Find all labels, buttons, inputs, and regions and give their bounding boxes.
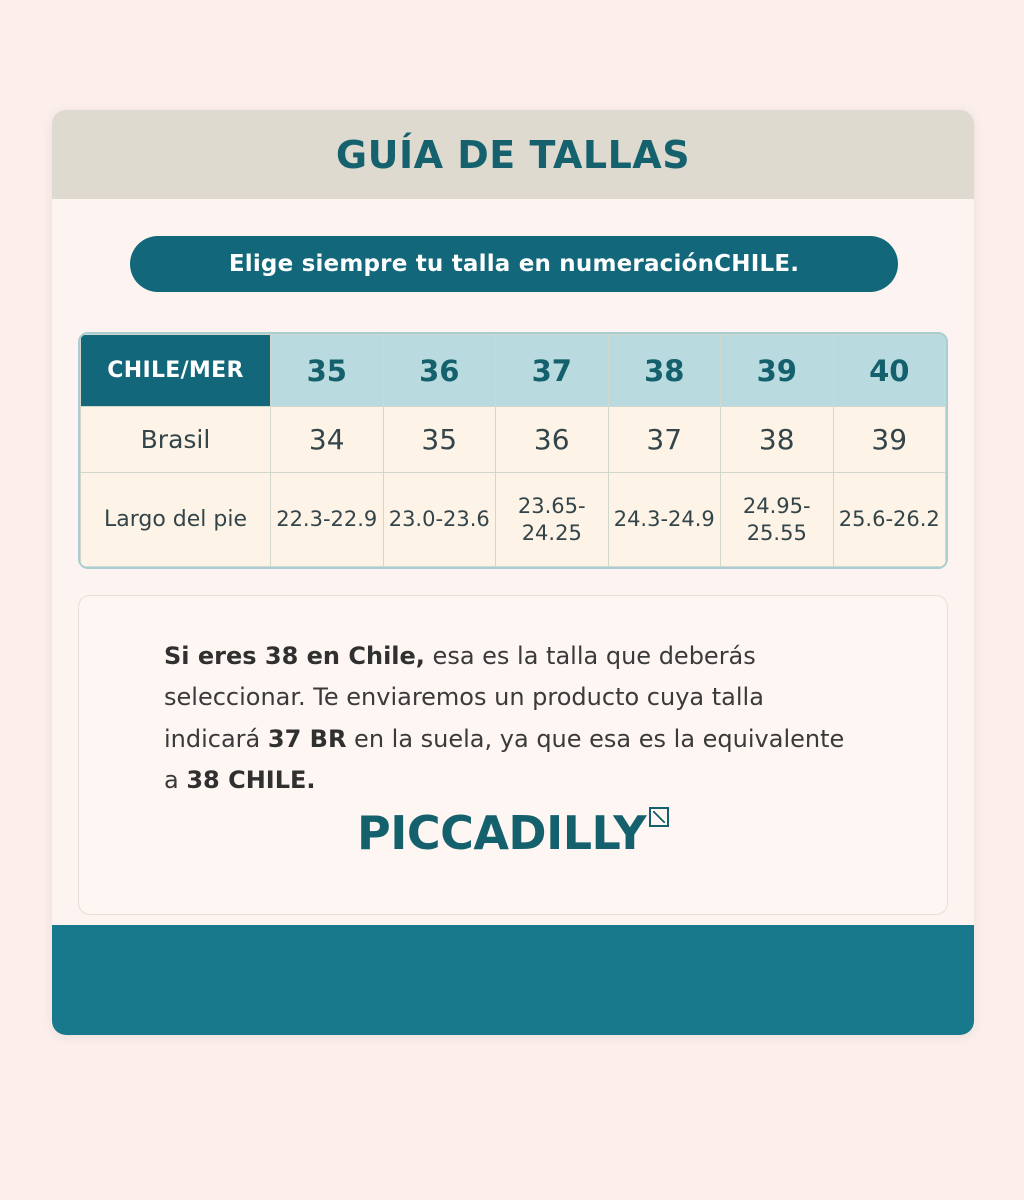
cell-largo-5: 25.6-26.2 bbox=[833, 473, 946, 567]
card-header bbox=[52, 110, 974, 199]
row-label-chile: CHILE/MER bbox=[81, 335, 271, 407]
chile-notice-banner bbox=[130, 236, 898, 292]
cell-chile-1: 36 bbox=[383, 335, 496, 407]
row-label-brasil: Brasil bbox=[81, 407, 271, 473]
brand-name: PICCADILLY bbox=[356, 806, 646, 860]
cell-brasil-3: 37 bbox=[608, 407, 721, 473]
cell-brasil-5: 39 bbox=[833, 407, 946, 473]
explanation-plain-1: esa es la talla que deberás seleccionar. Te enviaremos un producto cuya talla indicará bbox=[164, 642, 764, 753]
size-table-wrapper bbox=[78, 332, 948, 569]
table-row bbox=[81, 407, 946, 473]
cell-brasil-4: 38 bbox=[721, 407, 834, 473]
cell-brasil-1: 35 bbox=[383, 407, 496, 473]
cell-largo-2: 23.65-24.25 bbox=[496, 473, 609, 567]
page-title: GUÍA DE TALLAS bbox=[335, 132, 691, 177]
cell-brasil-0: 34 bbox=[271, 407, 384, 473]
cell-largo-0: 22.3-22.9 bbox=[271, 473, 384, 567]
footer-band bbox=[52, 925, 974, 1035]
brand-logo bbox=[79, 806, 947, 860]
cell-chile-3: 38 bbox=[608, 335, 721, 407]
chile-notice-emphasis: CHILE. bbox=[714, 251, 800, 277]
cell-chile-5: 40 bbox=[833, 335, 946, 407]
brand-mark-icon bbox=[649, 807, 669, 827]
cell-chile-0: 35 bbox=[271, 335, 384, 407]
explanation-text bbox=[164, 636, 864, 801]
cell-largo-1: 23.0-23.6 bbox=[383, 473, 496, 567]
cell-chile-2: 37 bbox=[496, 335, 609, 407]
cell-largo-4: 24.95-25.55 bbox=[721, 473, 834, 567]
explanation-card bbox=[78, 595, 948, 915]
table-row bbox=[81, 335, 946, 407]
explanation-bold-2: 37 BR bbox=[267, 724, 347, 753]
cell-largo-3: 24.3-24.9 bbox=[608, 473, 721, 567]
table-row bbox=[81, 473, 946, 567]
size-guide-card bbox=[52, 110, 974, 1035]
cell-brasil-2: 36 bbox=[496, 407, 609, 473]
size-table bbox=[80, 334, 946, 567]
explanation-bold-1: Si eres 38 en Chile, bbox=[164, 642, 425, 670]
chile-notice-text: Elige siempre tu talla en numeración bbox=[228, 251, 715, 277]
cell-chile-4: 39 bbox=[721, 335, 834, 407]
explanation-bold-3: 38 CHILE. bbox=[186, 765, 316, 794]
row-label-largo: Largo del pie bbox=[81, 473, 271, 567]
explanation-plain-2: en la suela, ya que esa es la equivalente a bbox=[164, 724, 845, 794]
